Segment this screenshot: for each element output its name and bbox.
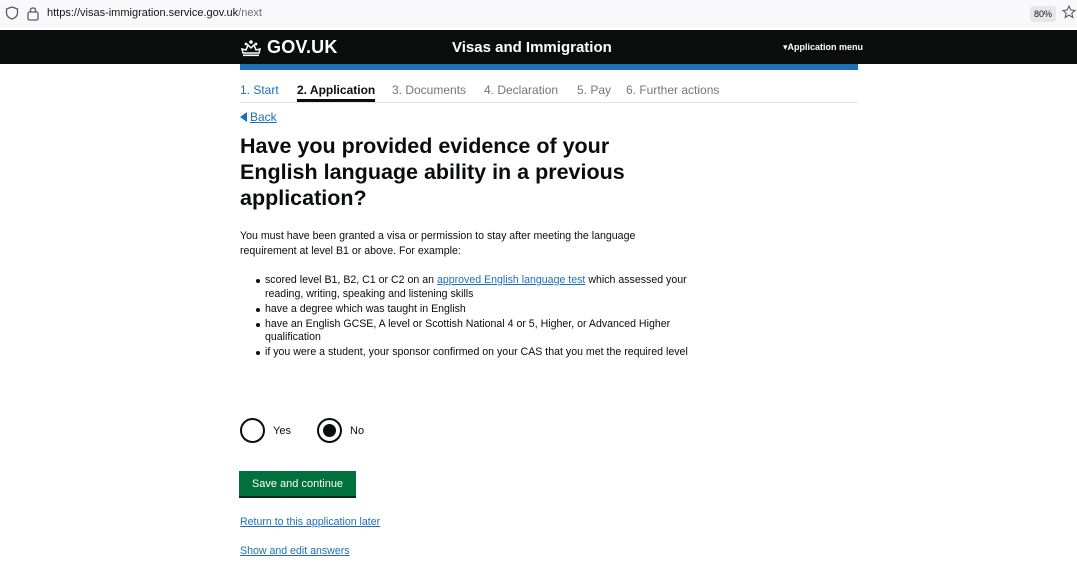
url-host: https://visas-immigration.service.gov.uk (47, 7, 239, 19)
step-application: 2. Application (297, 83, 376, 97)
step-further-actions: 6. Further actions (626, 83, 720, 97)
shield-icon[interactable] (5, 6, 19, 20)
show-edit-answers-link[interactable]: Show and edit answers (240, 545, 350, 557)
govuk-logo-link[interactable] (240, 37, 338, 58)
crown-icon (240, 38, 262, 57)
examples-list (265, 274, 695, 361)
logo-text: GOV.UK (267, 37, 338, 57)
list-item: have a degree which was taught in English (265, 303, 695, 317)
back-link[interactable] (240, 110, 277, 124)
list-item (265, 274, 695, 301)
radio-yes-input[interactable] (240, 418, 265, 443)
step-declaration: 4. Declaration (484, 83, 559, 97)
bullet-text: which assessed your reading, writing, speaking and listening skills (265, 274, 687, 300)
radio-no-input[interactable] (317, 418, 342, 443)
lock-icon[interactable] (26, 5, 40, 21)
browser-toolbar (0, 0, 1077, 28)
return-later-link[interactable]: Return to this application later (240, 516, 381, 528)
radio-yes-label[interactable]: Yes (273, 424, 291, 437)
step-documents: 3. Documents (392, 83, 467, 97)
list-item: have an English GCSE, A level or Scottish National 4 or 5, Higher, or Advanced Higher qualification (265, 318, 695, 345)
header-accent-bar (240, 64, 858, 70)
application-menu-toggle[interactable]: ▾Application menu (783, 42, 864, 52)
list-item: if you were a student, your sponsor confirmed on your CAS that you met the required level (265, 346, 695, 360)
bookmark-star-icon[interactable] (1062, 5, 1076, 19)
service-name-link[interactable]: Visas and Immigration (452, 39, 612, 56)
bullet-text: scored level B1, B2, C1 or C2 on an (265, 274, 437, 286)
save-and-continue-button[interactable]: Save and continue (239, 471, 356, 496)
intro-text: You must have been granted a visa or permission to stay after meeting the language requirement at level B1 or above. For example: (240, 230, 636, 257)
radio-no[interactable] (317, 418, 364, 443)
radio-yes[interactable] (240, 418, 291, 443)
url-path: /next (238, 7, 262, 19)
radio-no-label[interactable]: No (350, 424, 365, 437)
step-pay: 5. Pay (577, 83, 612, 97)
back-arrow-icon (240, 112, 247, 122)
approved-english-test-link[interactable]: approved English language test (436, 274, 586, 286)
zoom-level-badge[interactable]: 80% (1030, 6, 1056, 22)
page-title: Have you provided evidence of your English language ability in a previous application? (240, 134, 625, 210)
address-bar[interactable] (47, 7, 262, 19)
progress-steps (240, 82, 858, 103)
step-start[interactable]: 1. Start (240, 83, 279, 97)
back-link-label: Back (250, 110, 277, 124)
govuk-header (0, 30, 1077, 64)
